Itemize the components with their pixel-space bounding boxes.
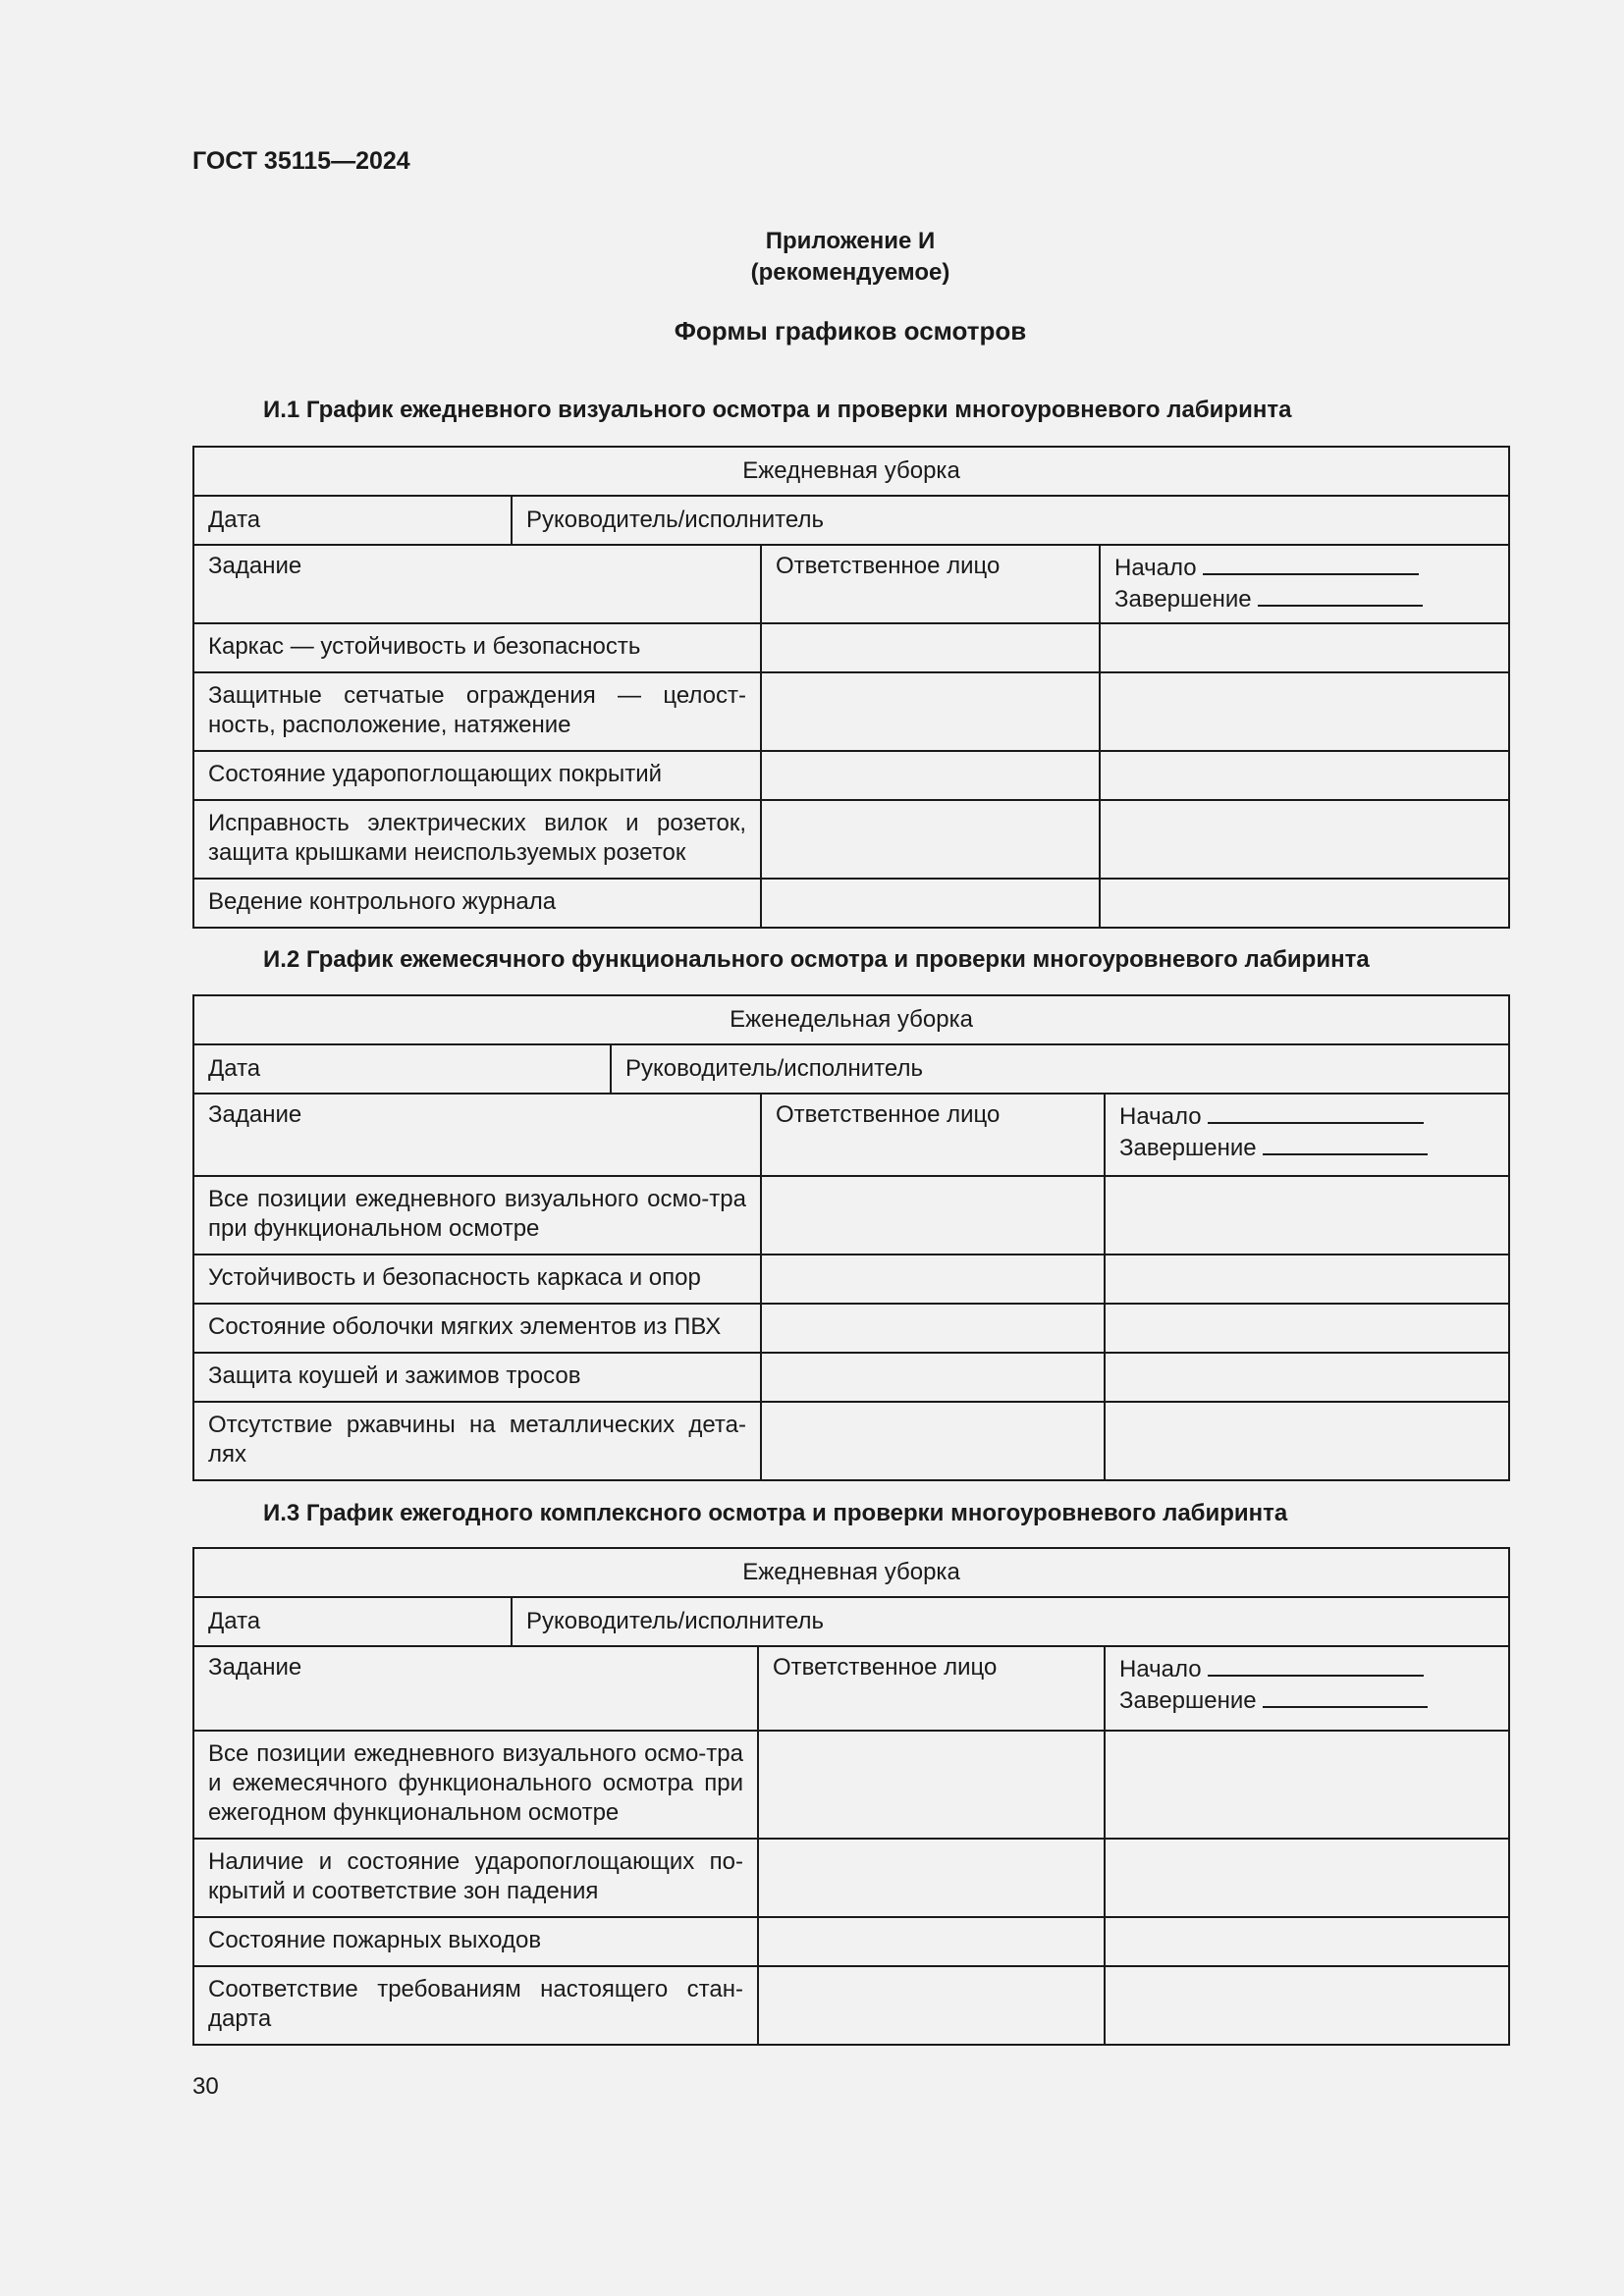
date-entry-cell[interactable] [1105, 1353, 1509, 1402]
start-blank[interactable] [1203, 552, 1419, 575]
period-header [1105, 1646, 1509, 1731]
task-cell: Устойчивость и безопасность каркаса и опор [193, 1255, 761, 1304]
end-blank[interactable] [1258, 583, 1423, 607]
schedule-table-1 [192, 446, 1510, 929]
responsible-cell[interactable] [758, 1731, 1105, 1839]
section-heading-3: И.3 График ежегодного комплексного осмотра и проверки многоуровневого лабиринта [263, 1500, 1288, 1526]
end-label: Завершение [1114, 586, 1252, 613]
date-cell: Дата [193, 1597, 512, 1646]
appendix-status: (рекомендуемое) [750, 259, 950, 286]
task-cell: Защитные сетчатые ограждения — целост-ность, расположение, натяжение [193, 672, 761, 751]
date-cell: Дата [193, 1044, 611, 1094]
start-label: Начало [1119, 1103, 1202, 1130]
task-cell: Наличие и состояние ударопоглощающих по-крытий и соответствие зон падения [193, 1839, 758, 1917]
task-cell: Состояние пожарных выходов [193, 1917, 758, 1966]
date-entry-cell[interactable] [1105, 1255, 1509, 1304]
period-header [1100, 545, 1509, 623]
schedule-table-2 [192, 994, 1510, 1481]
schedule-table-3 [192, 1547, 1510, 2046]
responsible-cell[interactable] [761, 1304, 1105, 1353]
end-label: Завершение [1119, 1687, 1257, 1714]
responsible-cell[interactable] [761, 751, 1100, 800]
page-title: Формы графиков осмотров [674, 316, 1027, 346]
section-heading-2: И.2 График ежемесячного функционального осмотра и проверки многоуровневого лабиринта [263, 946, 1370, 973]
task-cell: Ведение контрольного журнала [193, 879, 761, 928]
responsible-cell[interactable] [761, 672, 1100, 751]
task-cell: Исправность электрических вилок и розеток, защита крышками неиспользуемых розеток [193, 800, 761, 879]
task-cell: Отсутствие ржавчины на металлических дета-лях [193, 1402, 761, 1480]
responsible-header: Ответственное лицо [761, 545, 1100, 623]
document-code: ГОСТ 35115—2024 [192, 147, 410, 175]
date-entry-cell[interactable] [1100, 800, 1509, 879]
page-number: 30 [192, 2073, 219, 2100]
responsible-cell[interactable] [758, 1917, 1105, 1966]
start-label: Начало [1119, 1656, 1202, 1682]
responsible-header: Ответственное лицо [758, 1646, 1105, 1731]
responsible-cell[interactable] [758, 1966, 1105, 2045]
responsible-cell[interactable] [761, 1353, 1105, 1402]
date-cell: Дата [193, 496, 512, 545]
responsible-cell[interactable] [761, 879, 1100, 928]
date-entry-cell[interactable] [1105, 1176, 1509, 1255]
responsible-cell[interactable] [761, 1176, 1105, 1255]
cleaning-cell: Ежедневная уборка [193, 447, 1509, 496]
responsible-cell[interactable] [758, 1839, 1105, 1917]
date-entry-cell[interactable] [1105, 1304, 1509, 1353]
date-entry-cell[interactable] [1100, 879, 1509, 928]
task-cell: Все позиции ежедневного визуального осмо-тра при функциональном осмотре [193, 1176, 761, 1255]
task-header: Задание [193, 1094, 761, 1176]
task-cell: Соответствие требованиям настоящего стан-дарта [193, 1966, 758, 2045]
task-header: Задание [193, 545, 761, 623]
section-heading-1: И.1 График ежедневного визуального осмотра и проверки многоуровневого лабиринта [263, 397, 1292, 423]
date-entry-cell[interactable] [1105, 1966, 1509, 2045]
task-cell: Каркас — устойчивость и безопасность [193, 623, 761, 672]
supervisor-cell: Руководитель/исполнитель [611, 1044, 1509, 1094]
date-entry-cell[interactable] [1105, 1917, 1509, 1966]
date-entry-cell[interactable] [1105, 1402, 1509, 1480]
cleaning-cell: Еженедельная уборка [193, 995, 1509, 1044]
start-blank[interactable] [1208, 1100, 1424, 1124]
task-cell: Защита коушей и зажимов тросов [193, 1353, 761, 1402]
start-label: Начало [1114, 555, 1197, 581]
date-entry-cell[interactable] [1100, 623, 1509, 672]
task-cell: Состояние оболочки мягких элементов из ПВХ [193, 1304, 761, 1353]
date-entry-cell[interactable] [1105, 1731, 1509, 1839]
cleaning-cell: Ежедневная уборка [193, 1548, 1509, 1597]
task-cell: Все позиции ежедневного визуального осмо-тра и ежемесячного функционального осмотра при ежегодном функциональном осмотре [193, 1731, 758, 1839]
appendix-header [192, 226, 1508, 289]
supervisor-cell: Руководитель/исполнитель [512, 1597, 1509, 1646]
responsible-cell[interactable] [761, 1402, 1105, 1480]
date-entry-cell[interactable] [1105, 1839, 1509, 1917]
date-entry-cell[interactable] [1100, 672, 1509, 751]
date-entry-cell[interactable] [1100, 751, 1509, 800]
end-blank[interactable] [1263, 1132, 1428, 1155]
responsible-cell[interactable] [761, 623, 1100, 672]
responsible-cell[interactable] [761, 800, 1100, 879]
period-header [1105, 1094, 1509, 1176]
responsible-cell[interactable] [761, 1255, 1105, 1304]
appendix-title: Приложение И [765, 228, 936, 254]
task-header: Задание [193, 1646, 758, 1731]
end-label: Завершение [1119, 1135, 1257, 1161]
responsible-header: Ответственное лицо [761, 1094, 1105, 1176]
task-cell: Состояние удaропоглощающих покрытий [193, 751, 761, 800]
start-blank[interactable] [1208, 1653, 1424, 1677]
end-blank[interactable] [1263, 1684, 1428, 1708]
supervisor-cell: Руководитель/исполнитель [512, 496, 1509, 545]
